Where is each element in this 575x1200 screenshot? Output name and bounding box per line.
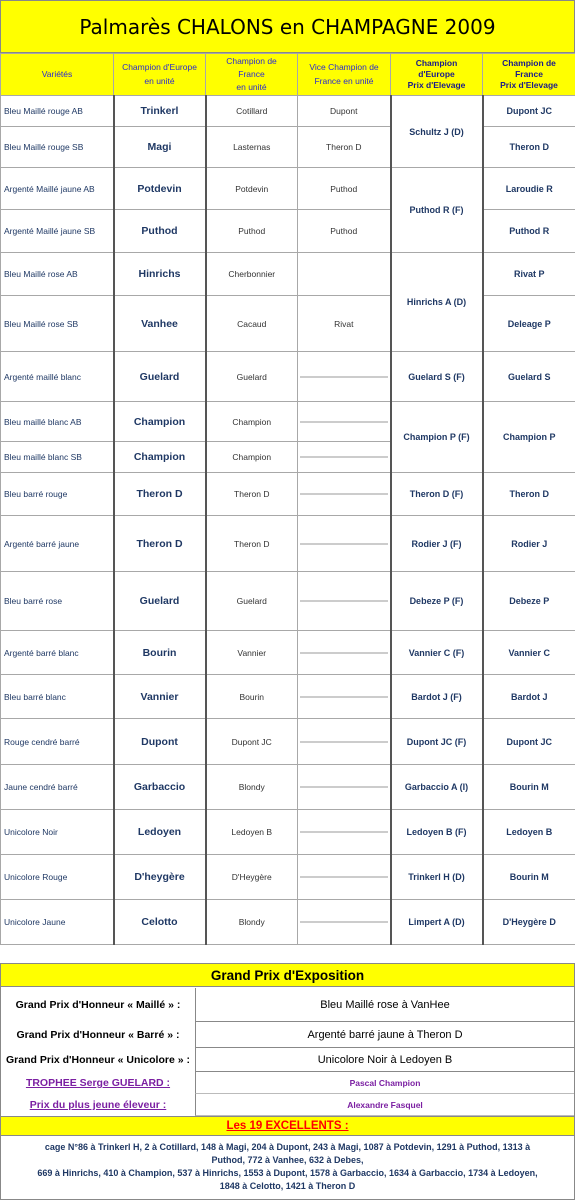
table-row — [1, 210, 575, 253]
gp-row-maille — [1, 988, 574, 1022]
champion-europe-cell: Garbaccio — [114, 765, 206, 810]
vice-champion-cell: Puthod — [298, 168, 391, 210]
champion-france-cell: Vannier — [206, 631, 298, 675]
champion-france-cell: Bourin — [206, 675, 298, 719]
prix-europe-cell: Bardot J (F) — [391, 675, 483, 719]
variety-cell: Bleu barré blanc — [1, 675, 114, 719]
gp-value: Unicolore Noir à Ledoyen B — [195, 1048, 574, 1072]
variety-cell: Argenté Maillé jaune AB — [1, 168, 114, 210]
vice-champion-cell — [298, 352, 391, 402]
champion-europe-cell: Champion — [114, 442, 206, 473]
vice-champion-cell: Theron D — [298, 127, 391, 168]
excellents-line: 1848 à Celotto, 1421 à Theron D — [219, 1181, 356, 1191]
champion-france-cell: Theron D — [206, 516, 298, 572]
champion-france-cell: Guelard — [206, 352, 298, 402]
excellents-list — [5, 1141, 570, 1193]
champion-europe-cell: Bourin — [114, 631, 206, 675]
champion-europe-cell: Magi — [114, 127, 206, 168]
empty-field — [300, 921, 388, 923]
vice-champion-cell — [298, 516, 391, 572]
gp-row-unicolore — [1, 1048, 574, 1072]
champion-europe-cell: Celotto — [114, 900, 206, 945]
gp-value: Pascal Champion — [195, 1072, 574, 1094]
table-row — [1, 96, 575, 127]
header-champion-europe-unite: Champion d'Europe en unité — [114, 54, 206, 96]
table-row — [1, 855, 575, 900]
gp-row-jeune-eleveur — [1, 1094, 574, 1116]
vice-champion-cell: Rivat — [298, 296, 391, 352]
vice-champion-cell — [298, 631, 391, 675]
champion-france-elevage-cell: Laroudie R — [483, 168, 575, 210]
excellents-line: 669 à Hinrichs, 410 à Champion, 537 à Hinrichs, 1553 à Dupont, 1578 à Garbaccio, 1634 à Garbaccio, 1734 à Ledoyen, — [37, 1168, 538, 1178]
table-row — [1, 900, 575, 945]
vice-champion-cell — [298, 473, 391, 516]
empty-field — [300, 421, 388, 423]
empty-field — [300, 831, 388, 833]
gp-label: Grand Prix d'Honneur « Maillé » : — [15, 999, 181, 1011]
prix-europe-cell: Vannier C (F) — [391, 631, 483, 675]
table-row — [1, 631, 575, 675]
prix-europe-cell: Ledoyen B (F) — [391, 810, 483, 855]
champion-france-cell: Guelard — [206, 572, 298, 631]
table-row — [1, 168, 575, 210]
champion-france-elevage-cell: Theron D — [483, 127, 575, 168]
vice-champion-cell — [298, 675, 391, 719]
variety-cell: Argenté Maillé jaune SB — [1, 210, 114, 253]
gp-label: TROPHEE Serge GUELARD : — [25, 1077, 171, 1089]
champion-france-cell: Champion — [206, 442, 298, 473]
prix-europe-cell: Rodier J (F) — [391, 516, 483, 572]
table-row — [1, 810, 575, 855]
champion-europe-cell: Guelard — [114, 572, 206, 631]
champion-france-elevage-cell: Debeze P — [483, 572, 575, 631]
variety-cell: Unicolore Rouge — [1, 855, 114, 900]
variety-cell: Bleu Maillé rouge AB — [1, 96, 114, 127]
vice-champion-cell — [298, 572, 391, 631]
champion-france-cell: Lasternas — [206, 127, 298, 168]
champion-france-cell: Champion — [206, 402, 298, 442]
prix-europe-cell: Trinkerl H (D) — [391, 855, 483, 900]
header-champion-france-elevage: Champion de France Prix d'Elevage — [483, 54, 575, 96]
champion-europe-cell: Puthod — [114, 210, 206, 253]
champion-france-cell: Cherbonnier — [206, 253, 298, 296]
champion-france-cell: Dupont JC — [206, 719, 298, 765]
champion-europe-cell: Ledoyen — [114, 810, 206, 855]
prix-europe-cell: Debeze P (F) — [391, 572, 483, 631]
empty-field — [300, 456, 388, 458]
champion-france-cell: Potdevin — [206, 168, 298, 210]
champion-france-elevage-cell: Rivat P — [483, 253, 575, 296]
variety-cell: Bleu Maillé rose SB — [1, 296, 114, 352]
champion-europe-cell: Theron D — [114, 516, 206, 572]
gp-label: Prix du plus jeune éleveur : — [29, 1099, 167, 1111]
champion-france-elevage-cell: Guelard S — [483, 352, 575, 402]
vice-champion-cell — [298, 810, 391, 855]
prix-europe-cell: Champion P (F) — [391, 402, 483, 473]
table-row — [1, 473, 575, 516]
vice-champion-cell: Dupont — [298, 96, 391, 127]
vice-champion-cell — [298, 855, 391, 900]
champion-france-elevage-cell: Theron D — [483, 473, 575, 516]
prix-europe-cell: Limpert A (D) — [391, 900, 483, 945]
champion-europe-cell: Theron D — [114, 473, 206, 516]
variety-cell: Unicolore Jaune — [1, 900, 114, 945]
variety-cell: Bleu Maillé rose AB — [1, 253, 114, 296]
prix-europe-cell: Hinrichs A (D) — [391, 253, 483, 352]
excellents-line: Puthod, 772 à Vanhee, 632 à Debes, — [211, 1155, 364, 1165]
palmares-table — [0, 53, 575, 945]
champion-europe-cell: Hinrichs — [114, 253, 206, 296]
variety-cell: Rouge cendré barré — [1, 719, 114, 765]
vice-champion-cell — [298, 900, 391, 945]
empty-field — [300, 543, 388, 545]
prix-europe-cell: Dupont JC (F) — [391, 719, 483, 765]
variety-cell: Bleu maillé blanc SB — [1, 442, 114, 473]
champion-france-elevage-cell: Bourin M — [483, 765, 575, 810]
variety-cell: Argenté barré jaune — [1, 516, 114, 572]
gp-value: Bleu Maillé rose à VanHee — [195, 988, 574, 1022]
champion-france-cell: Blondy — [206, 900, 298, 945]
table-row — [1, 675, 575, 719]
gp-value: Alexandre Fasquel — [195, 1094, 574, 1116]
excellents-header: Les 19 EXCELLENTS : — [1, 1116, 574, 1136]
vice-champion-cell — [298, 253, 391, 296]
variety-cell: Argenté barré blanc — [1, 631, 114, 675]
prix-europe-cell: Theron D (F) — [391, 473, 483, 516]
champion-france-cell: Theron D — [206, 473, 298, 516]
prix-europe-cell: Schultz J (D) — [391, 96, 483, 168]
table-row — [1, 402, 575, 442]
vice-champion-cell — [298, 719, 391, 765]
champion-france-elevage-cell: Champion P — [483, 402, 575, 473]
champion-france-elevage-cell: Dupont JC — [483, 719, 575, 765]
champion-france-elevage-cell: Dupont JC — [483, 96, 575, 127]
prix-europe-cell: Guelard S (F) — [391, 352, 483, 402]
champion-france-elevage-cell: Puthod R — [483, 210, 575, 253]
grand-prix-section — [0, 963, 575, 1200]
champion-europe-cell: Vanhee — [114, 296, 206, 352]
table-row — [1, 296, 575, 352]
champion-france-elevage-cell: Rodier J — [483, 516, 575, 572]
champion-europe-cell: Dupont — [114, 719, 206, 765]
table-row — [1, 352, 575, 402]
variety-cell: Jaune cendré barré — [1, 765, 114, 810]
vice-champion-cell — [298, 765, 391, 810]
champion-france-cell: D'Heygère — [206, 855, 298, 900]
gp-row-barre — [1, 1022, 574, 1048]
empty-field — [300, 876, 388, 878]
vice-champion-cell — [298, 442, 391, 473]
page-title: Palmarès CHALONS en CHAMPAGNE 2009 — [0, 0, 575, 53]
header-vice-champion-france: Vice Champion de France en unité — [298, 54, 391, 96]
champion-france-cell: Cotillard — [206, 96, 298, 127]
variety-cell: Bleu maillé blanc AB — [1, 402, 114, 442]
variety-cell: Argenté maillé blanc — [1, 352, 114, 402]
empty-field — [300, 376, 388, 378]
champion-europe-cell: Guelard — [114, 352, 206, 402]
variety-cell: Bleu barré rouge — [1, 473, 114, 516]
header-varietes: Variétés — [1, 54, 114, 96]
champion-europe-cell: Trinkerl — [114, 96, 206, 127]
gp-row-trophee — [1, 1072, 574, 1094]
champion-france-cell: Blondy — [206, 765, 298, 810]
champion-europe-cell: D'heygère — [114, 855, 206, 900]
variety-cell: Bleu barré rose — [1, 572, 114, 631]
empty-field — [300, 741, 388, 743]
gp-label: Grand Prix d'Honneur « Unicolore » : — [6, 1054, 190, 1066]
header-champion-france-unite: Champion de France en unité — [206, 54, 298, 96]
prix-europe-cell: Puthod R (F) — [391, 168, 483, 253]
variety-cell: Unicolore Noir — [1, 810, 114, 855]
champion-europe-cell: Potdevin — [114, 168, 206, 210]
champion-europe-cell: Vannier — [114, 675, 206, 719]
gp-value: Argenté barré jaune à Theron D — [195, 1022, 574, 1048]
champion-france-elevage-cell: Bourin M — [483, 855, 575, 900]
champion-france-elevage-cell: D'Heygère D — [483, 900, 575, 945]
empty-field — [300, 696, 388, 698]
champion-france-cell: Ledoyen B — [206, 810, 298, 855]
champion-france-cell: Cacaud — [206, 296, 298, 352]
champion-france-cell: Puthod — [206, 210, 298, 253]
champion-france-elevage-cell: Deleage P — [483, 296, 575, 352]
table-row — [1, 719, 575, 765]
empty-field — [300, 786, 388, 788]
table-row — [1, 516, 575, 572]
excellents-line: cage N°86 à Trinkerl H, 2 à Cotillard, 148 à Magi, 204 à Dupont, 243 à Magi, 1087 à Potdevin, 1291 à Puthod, 1313 à — [44, 1142, 531, 1152]
table-row — [1, 765, 575, 810]
champion-france-elevage-cell: Vannier C — [483, 631, 575, 675]
table-row — [1, 127, 575, 168]
table-row — [1, 253, 575, 296]
prix-europe-cell: Garbaccio A (I) — [391, 765, 483, 810]
grand-prix-header: Grand Prix d'Exposition — [1, 964, 574, 987]
header-champion-europe-elevage: Champion d'Europe Prix d'Elevage — [391, 54, 483, 96]
champion-europe-cell: Champion — [114, 402, 206, 442]
champion-france-elevage-cell: Ledoyen B — [483, 810, 575, 855]
gp-label: Grand Prix d'Honneur « Barré » : — [16, 1029, 180, 1041]
champion-france-elevage-cell: Bardot J — [483, 675, 575, 719]
empty-field — [300, 493, 388, 495]
empty-field — [300, 652, 388, 654]
vice-champion-cell — [298, 402, 391, 442]
table-row — [1, 572, 575, 631]
variety-cell: Bleu Maillé rouge SB — [1, 127, 114, 168]
empty-field — [300, 600, 388, 602]
vice-champion-cell: Puthod — [298, 210, 391, 253]
